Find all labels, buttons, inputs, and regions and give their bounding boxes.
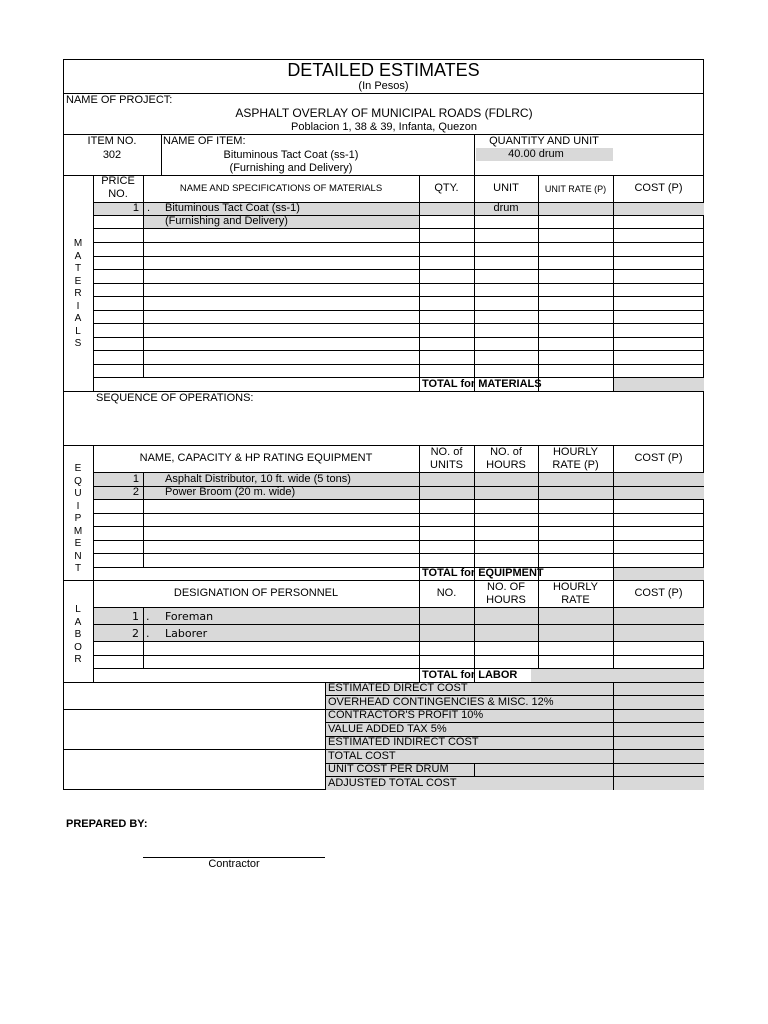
lab-col-hours: NO. OF HOURS — [486, 581, 526, 606]
qty-unit-value: 40.00 drum — [508, 148, 564, 160]
sum-unit-cost: UNIT COST PER DRUM — [328, 763, 449, 775]
mat-col-name: NAME AND SPECIFICATIONS OF MATERIALS — [179, 183, 383, 194]
lab-row2-name: Laborer — [165, 627, 208, 640]
sequence-label: SEQUENCE OF OPERATIONS: — [96, 392, 254, 404]
mat-row1-name: Bituminous Tact Coat (ss-1) — [165, 202, 300, 214]
form-title: DETAILED ESTIMATES — [287, 60, 480, 80]
lab-row1-name: Foreman — [165, 610, 214, 623]
mat-row2-name: (Furnishing and Delivery) — [165, 215, 288, 227]
eq-col-cost: COST (P) — [634, 452, 683, 464]
sum-vat: VALUE ADDED TAX 5% — [328, 723, 447, 735]
item-no-label: ITEM NO. — [87, 135, 137, 147]
eq-col-hours: NO. of HOURS — [486, 446, 526, 471]
lab-col-no: NO. — [436, 587, 457, 599]
sum-direct-cost: ESTIMATED DIRECT COST — [328, 682, 468, 694]
mat-col-price-no: PRICE NO. — [101, 175, 135, 200]
labor-side-label: L A B O R — [74, 604, 82, 665]
lab-row2-dot: . — [146, 627, 150, 640]
qty-unit-label: QUANTITY AND UNIT — [489, 135, 599, 147]
sum-total-cost: TOTAL COST — [328, 750, 396, 762]
sum-adjusted-total: ADJUSTED TOTAL COST — [328, 777, 457, 789]
item-note: (Furnishing and Delivery) — [229, 162, 353, 174]
mat-total-label: TOTAL for MATERIALS — [422, 378, 542, 390]
equipment-side-label: E Q U I P M E N T — [73, 463, 83, 574]
mat-row1-no: 1 — [132, 202, 139, 214]
project-name: ASPHALT OVERLAY OF MUNICIPAL ROADS (FDLRC) — [235, 106, 533, 120]
item-name: Bituminous Tact Coat (ss-1) — [223, 149, 359, 161]
eq-total-label: TOTAL for EQUIPMENT — [422, 567, 544, 579]
mat-col-cost: COST (P) — [634, 182, 683, 194]
project-label: NAME OF PROJECT: — [66, 94, 173, 106]
lab-total-label: TOTAL for LABOR — [422, 669, 518, 681]
lab-row1-no: 1 — [132, 610, 139, 623]
mat-row1-unit: drum — [493, 202, 519, 214]
eq-row2-name: Power Broom (20 m. wide) — [165, 486, 296, 498]
eq-col-units: NO. of UNITS — [430, 446, 463, 471]
mat-row1-dot: . — [147, 202, 151, 214]
project-location: Poblacion 1, 38 & 39, Infanta, Quezon — [291, 121, 477, 133]
lab-row1-dot: . — [146, 610, 150, 623]
contractor-label: Contractor — [208, 858, 260, 870]
sum-overhead: OVERHEAD CONTINGENCIES & MISC. 12% — [328, 696, 554, 708]
lab-row2-no: 2 — [132, 627, 139, 640]
mat-col-qty: QTY. — [434, 182, 459, 194]
lab-col-name: DESIGNATION OF PERSONNEL — [173, 587, 339, 599]
eq-col-rate: HOURLY RATE (P) — [552, 446, 599, 471]
prepared-by-label: PREPARED BY: — [66, 818, 148, 830]
mat-col-unit-rate: UNIT RATE (P) — [544, 184, 607, 194]
eq-row2-no: 2 — [132, 486, 139, 498]
sum-profit: CONTRACTOR'S PROFIT 10% — [328, 709, 484, 721]
mat-col-unit: UNIT — [493, 182, 519, 194]
materials-side-label: M A T E R I A L S — [73, 238, 83, 349]
item-name-label: NAME OF ITEM: — [163, 135, 246, 147]
eq-row1-name: Asphalt Distributor, 10 ft. wide (5 tons) — [165, 473, 351, 485]
lab-col-rate: HOURLY RATE — [552, 581, 599, 606]
eq-col-name: NAME, CAPACITY & HP RATING EQUIPMENT — [139, 452, 373, 464]
lab-col-cost: COST (P) — [634, 587, 683, 599]
item-no-value: 302 — [102, 149, 122, 161]
form-subtitle: (In Pesos) — [358, 80, 409, 92]
sum-indirect-cost: ESTIMATED INDIRECT COST — [328, 736, 479, 748]
eq-row1-no: 1 — [132, 473, 139, 485]
